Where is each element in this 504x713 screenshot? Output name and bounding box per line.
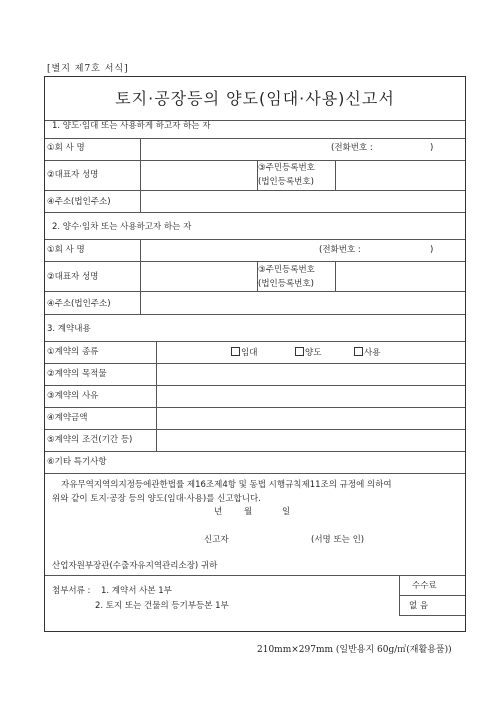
- special-notes-label: ⑥기타 특기사항: [47, 457, 107, 467]
- section2-resident-no-label: ③주민등록번호: [258, 265, 315, 275]
- section1-corp-no-label: (법인등록번호): [258, 177, 314, 187]
- section2-company-label: ①회 사 명: [47, 245, 85, 255]
- declaration-line2: 위와 같이 토지·공장 등의 양도(임대·사용)를 신고합니다.: [52, 494, 261, 504]
- contract-purpose-label: ②계약의 목적물: [47, 369, 107, 379]
- section1-address-label: ④주소(법인주소): [47, 197, 111, 207]
- applicant-label: 신고자: [204, 535, 229, 545]
- contract-type-label: ①계약의 종류: [47, 347, 99, 357]
- section1-company-label: ①회 사 명: [47, 143, 85, 153]
- addressee: 산업자원부장관(수출자유지역관리소장) 귀하: [52, 561, 218, 571]
- paper-spec-footer: 210mm×297mm (일반용지 60g/㎡(재활용품)): [257, 645, 452, 655]
- section2-rep-label: ②대표자 성명: [47, 272, 99, 282]
- date-year: 년: [214, 507, 223, 517]
- section1-rep-label: ②대표자 성명: [47, 170, 99, 180]
- date-month: 월: [244, 507, 253, 517]
- section1-heading: 1. 양도·임대 또는 사용하게 하고자 하는 자: [52, 121, 211, 131]
- section2-corp-no-label: (법인등록번호): [258, 279, 314, 289]
- checkbox-icon: [295, 347, 304, 356]
- section2-heading: 2. 양수·임차 또는 사용하고자 하는 자: [52, 222, 192, 232]
- attachment-item1: 1. 계약서 사본 1부: [101, 586, 172, 596]
- option-use[interactable]: 사용: [354, 347, 380, 359]
- section3-heading: 3. 계약내용: [47, 324, 91, 334]
- section2-phone-close: ): [430, 245, 434, 255]
- page-title: 토지·공장등의 양도(임대·사용)신고서: [115, 89, 395, 108]
- fee-label: 수수료: [412, 581, 437, 591]
- section1-phone-close: ): [430, 143, 434, 153]
- checkbox-icon: [231, 347, 240, 356]
- signature-label: (서명 또는 인): [311, 535, 365, 545]
- option-transfer[interactable]: 양도: [295, 347, 321, 359]
- section1-phone-label: (전화번호 :: [331, 143, 373, 153]
- checkbox-icon: [354, 347, 363, 356]
- section2-address-label: ④주소(법인주소): [47, 299, 111, 309]
- form-number: [별지 제7호 서식]: [47, 64, 129, 74]
- fee-value: 없 음: [409, 601, 429, 611]
- section2-phone-label: (전화번호 :: [319, 245, 361, 255]
- option-lease[interactable]: 임대: [231, 347, 257, 359]
- contract-amount-label: ④계약금액: [47, 413, 88, 423]
- attachments-label: 첨부서류 :: [52, 586, 91, 596]
- section1-resident-no-label: ③주민등록번호: [258, 163, 315, 173]
- contract-conditions-label: ⑤계약의 조건(기간 등): [47, 435, 133, 445]
- contract-reason-label: ③계약의 사유: [47, 391, 99, 401]
- declaration-line1: 자유무역지역의지정등에관한법률 제16조제4항 및 동법 시행규칙제11조의 규정에 의하여: [61, 480, 392, 490]
- date-day: 일: [282, 507, 291, 517]
- attachment-item2: 2. 토지 또는 건물의 등기부등본 1부: [95, 601, 229, 611]
